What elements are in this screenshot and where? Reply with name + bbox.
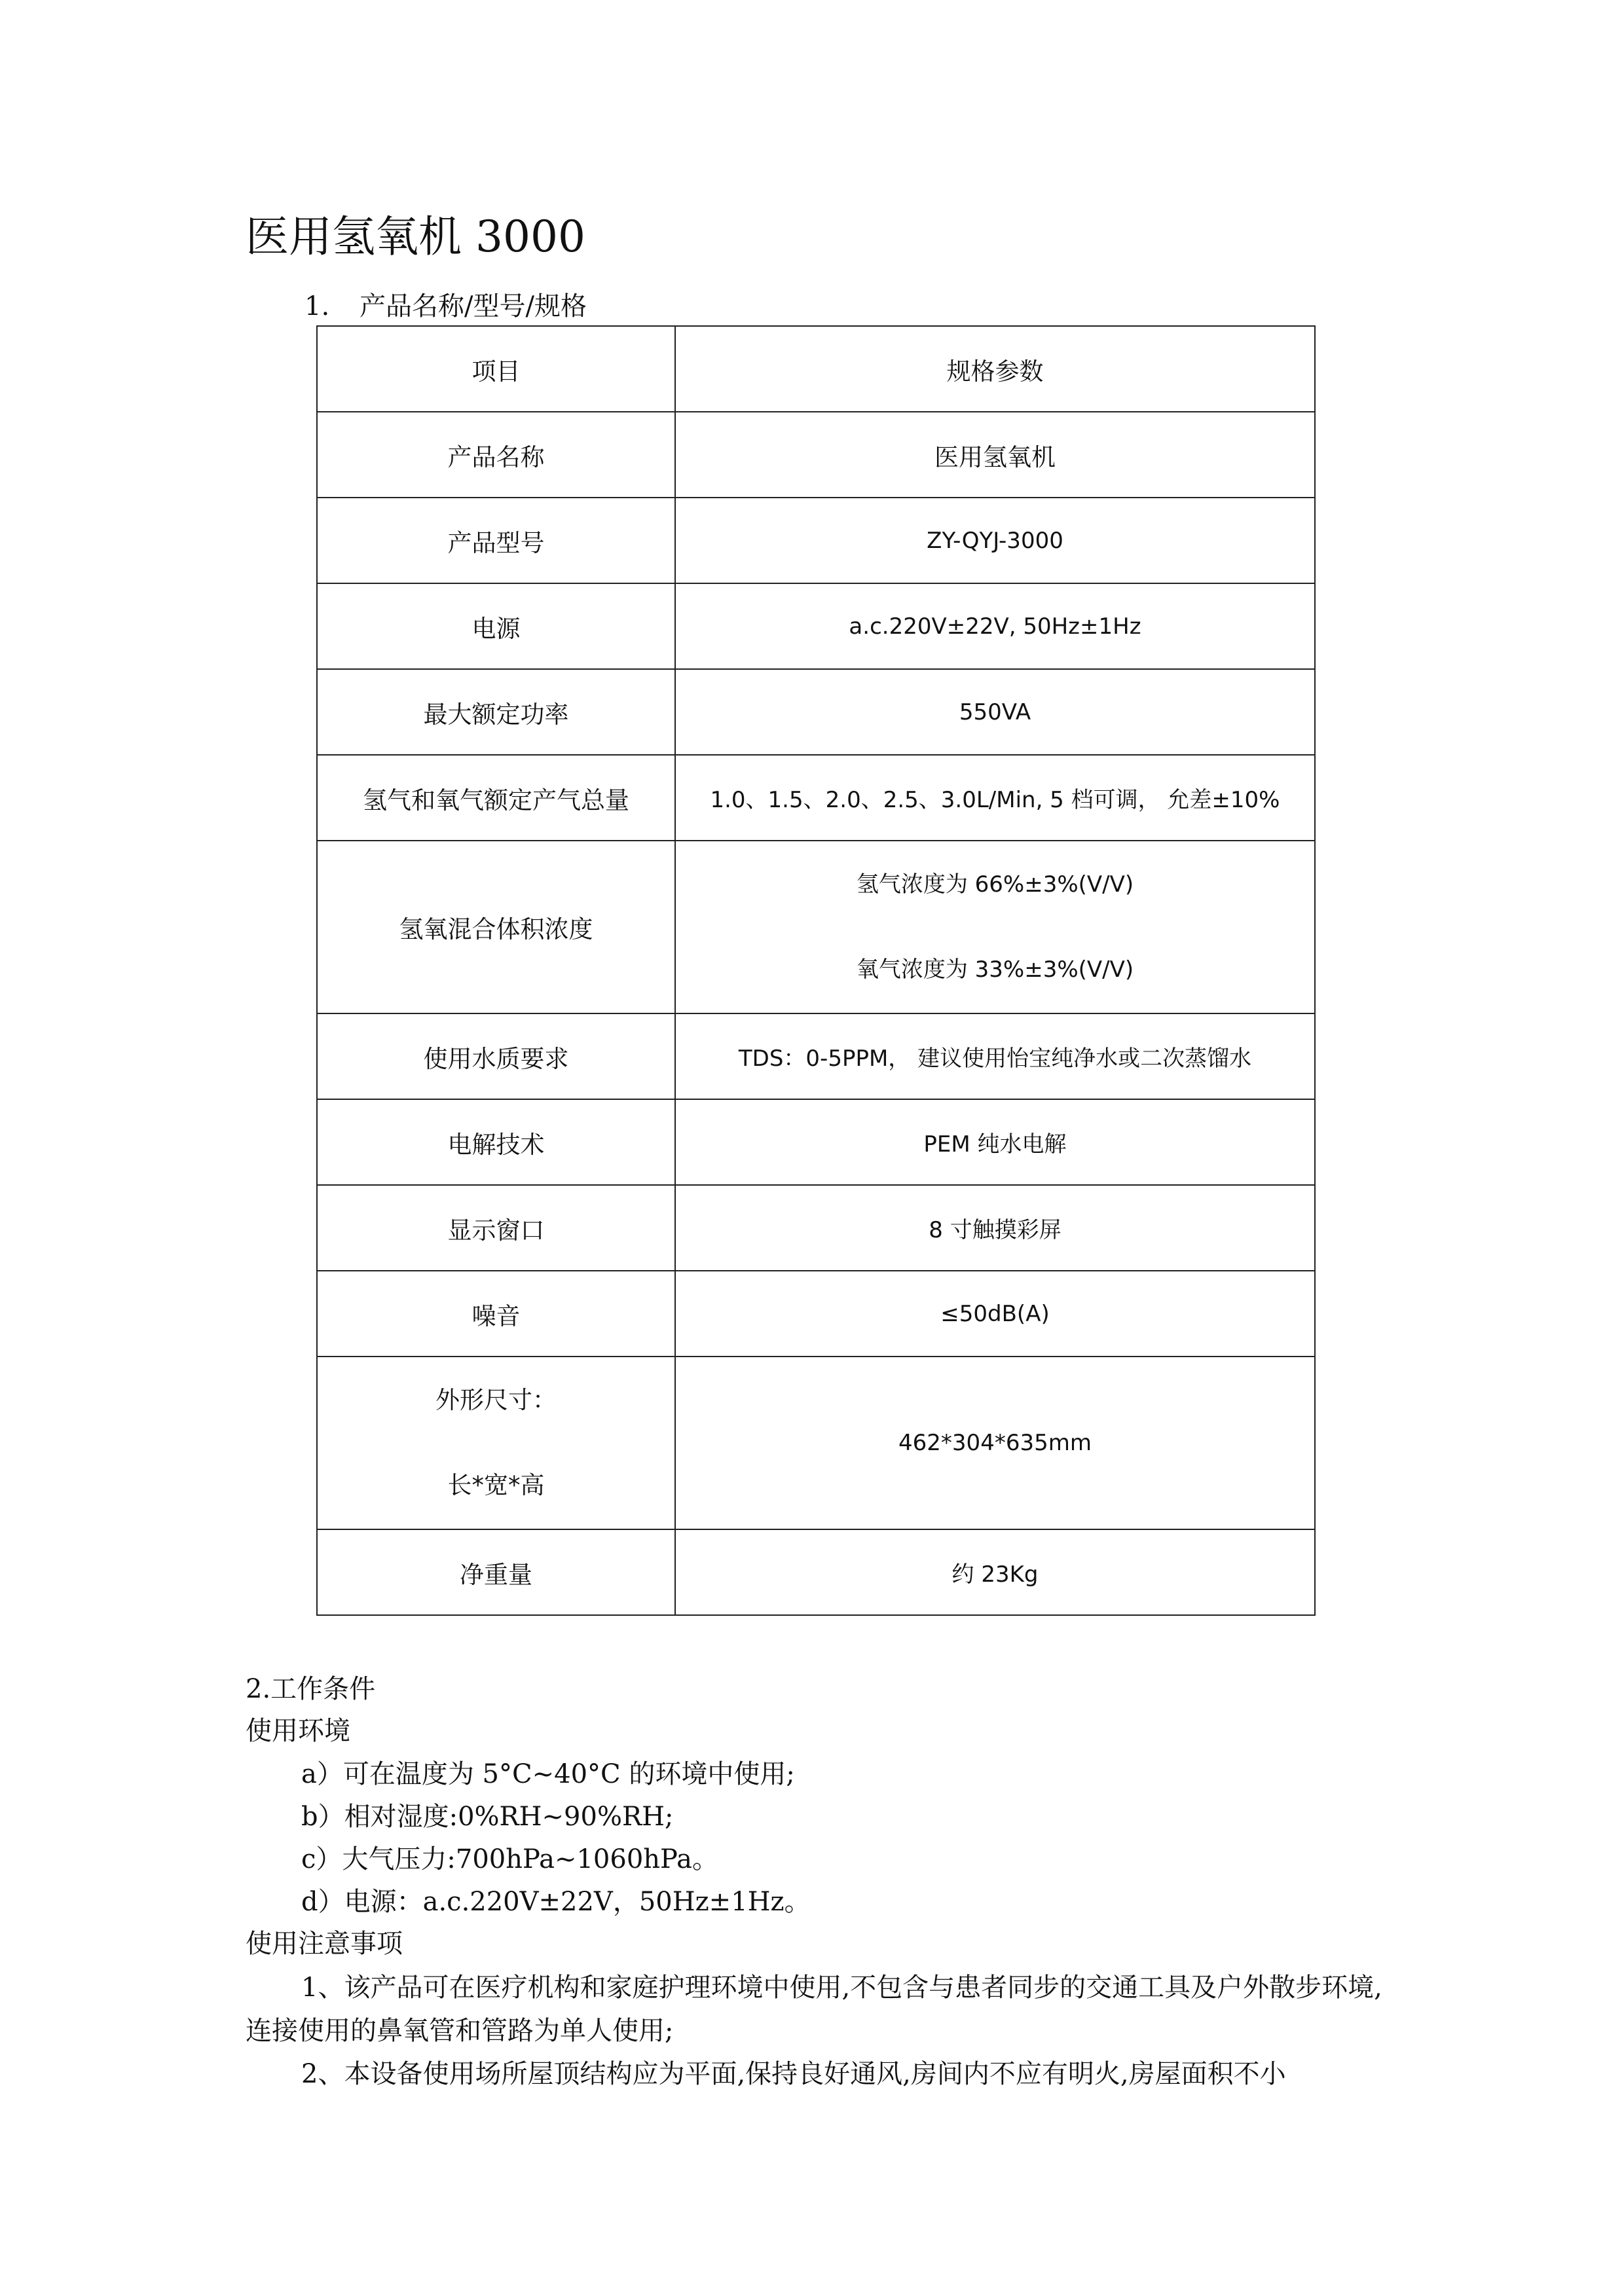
row-item-cell: 氢氧混合体积浓度 <box>317 841 675 1013</box>
environment-heading: 使用环境 <box>246 1716 350 1746</box>
note-paragraph: 1、该产品可在医疗机构和家庭护理环境中使用,不包含与患者同步的交通工具及户外散步环境,连接使用的鼻氧管和管路为单人使用; <box>246 1973 1382 2046</box>
table-row <box>317 841 1315 1013</box>
row-value-cell: PEM 纯水电解 <box>675 1099 1315 1185</box>
table-row <box>317 1271 1315 1357</box>
table-header-row <box>317 326 1315 412</box>
document-title: 医用氢氧机 3000 <box>246 211 585 262</box>
spec-table <box>316 325 1316 1616</box>
row-value-cell: 8 寸触摸彩屏 <box>675 1185 1315 1271</box>
row-item-cell: 电解技术 <box>317 1099 675 1185</box>
row-value-cell: 1.0、1.5、2.0、2.5、3.0L/Min, 5 档可调， 允差±10% <box>675 755 1315 841</box>
section-1-number: 1. <box>304 291 330 321</box>
row-value-cell: 462*304*635mm <box>675 1357 1315 1529</box>
environment-item: b）相对湿度:0%RH~90%RH; <box>301 1802 674 1832</box>
row-value-cell: ≤50dB(A) <box>675 1271 1315 1357</box>
row-item-cell: 噪音 <box>317 1271 675 1357</box>
table-row <box>317 1529 1315 1615</box>
row-value-cell: a.c.220V±22V, 50Hz±1Hz <box>675 583 1315 669</box>
table-row <box>317 1099 1315 1185</box>
row-value-cell <box>675 841 1315 1013</box>
section-2-heading: 2.工作条件 <box>246 1674 376 1704</box>
environment-item: d）电源：a.c.220V±22V，50Hz±1Hz。 <box>301 1887 811 1917</box>
table-row <box>317 583 1315 669</box>
row-item-cell: 净重量 <box>317 1529 675 1615</box>
section-1-title: 产品名称/型号/规格 <box>360 291 587 321</box>
dimensions-label-line: 外形尺寸： <box>435 1386 557 1414</box>
table-row <box>317 669 1315 755</box>
row-item-cell: 使用水质要求 <box>317 1013 675 1099</box>
table-row <box>317 498 1315 583</box>
row-item-cell: 产品名称 <box>317 412 675 498</box>
table-row <box>317 412 1315 498</box>
dimensions-order-line: 长*宽*高 <box>447 1471 545 1499</box>
row-value-cell: TDS：0-5PPM， 建议使用怡宝纯净水或二次蒸馏水 <box>675 1013 1315 1099</box>
header-value-cell: 规格参数 <box>675 326 1315 412</box>
row-item-cell: 显示窗口 <box>317 1185 675 1271</box>
row-value-cell: 约 23Kg <box>675 1529 1315 1615</box>
row-value-cell: 医用氢氧机 <box>675 412 1315 498</box>
oxygen-concentration-line: 氧气浓度为 33%±3%(V/V) <box>856 957 1134 983</box>
notes-heading: 使用注意事项 <box>246 1929 403 1959</box>
section-1-heading <box>304 287 587 326</box>
row-item-cell <box>317 1357 675 1529</box>
row-value-cell: ZY-QYJ-3000 <box>675 498 1315 583</box>
row-item-cell: 产品型号 <box>317 498 675 583</box>
table-row <box>317 1013 1315 1099</box>
header-item-cell: 项目 <box>317 326 675 412</box>
environment-item: a）可在温度为 5°C~40°C 的环境中使用; <box>301 1759 795 1789</box>
note-paragraph: 2、本设备使用场所屋顶结构应为平面,保持良好通风,房间内不应有明火,房屋面积不小 <box>301 2059 1286 2089</box>
table-row <box>317 1357 1315 1529</box>
table-row <box>317 755 1315 841</box>
table-row <box>317 1185 1315 1271</box>
hydrogen-concentration-line: 氢气浓度为 66%±3%(V/V) <box>856 871 1134 898</box>
row-item-cell: 电源 <box>317 583 675 669</box>
environment-item: c）大气压力:700hPa~1060hPa。 <box>301 1844 718 1874</box>
row-item-cell: 最大额定功率 <box>317 669 675 755</box>
row-value-cell: 550VA <box>675 669 1315 755</box>
row-item-cell: 氢气和氧气额定产气总量 <box>317 755 675 841</box>
